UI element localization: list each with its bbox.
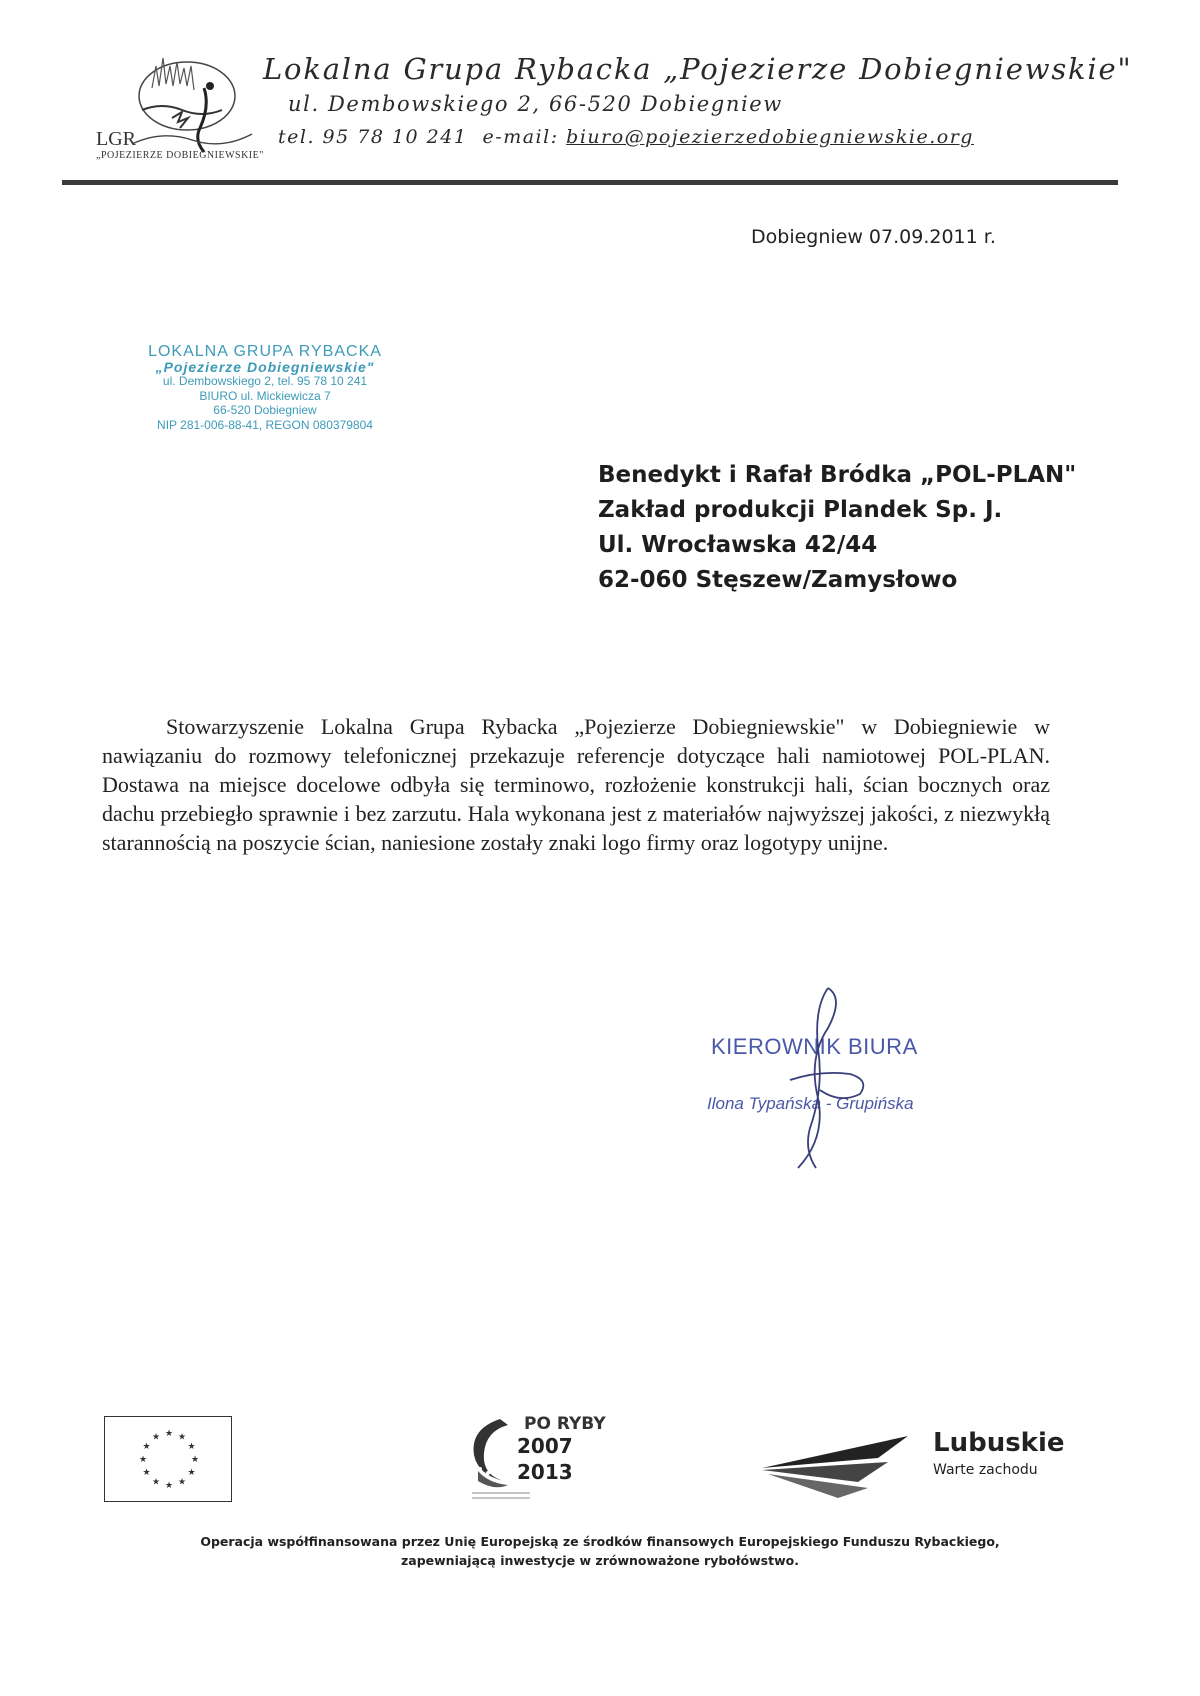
eu-flag-icon xyxy=(104,1416,232,1502)
org-name: Lokalna Grupa Rybacka „Pojezierze Dobiegniewskie" xyxy=(263,52,1133,86)
recipient-line: Zakład produkcji Plandek Sp. J. xyxy=(598,497,1003,523)
eu-star-icon: ★ xyxy=(142,1442,151,1452)
footer-note xyxy=(100,1532,1100,1570)
poryby-year-end: 2013 xyxy=(517,1460,573,1484)
recipient-line: Ul. Wrocławska 42/44 xyxy=(598,532,878,558)
header-divider xyxy=(62,180,1118,185)
stamp-line: LOKALNA GRUPA RYBACKA xyxy=(148,343,382,360)
stamp-line: ul. Dembowskiego 2, tel. 95 78 10 241 xyxy=(162,374,368,388)
letter-body xyxy=(102,712,1050,857)
eu-star-icon: ★ xyxy=(165,1429,174,1439)
recipient-line: Benedykt i Rafał Bródka „POL-PLAN" xyxy=(598,462,1077,488)
logo-text: LGR xyxy=(96,128,136,150)
handwritten-signature-icon xyxy=(770,980,880,1180)
lubuskie-name: Lubuskie xyxy=(933,1428,1065,1458)
poryby-label: PO RYBY xyxy=(524,1414,606,1434)
stamp-line: 66-520 Dobiegniew xyxy=(213,403,317,417)
recipient-line: 62-060 Stęszew/Zamysłowo xyxy=(598,567,958,593)
footer-note-line: Operacja współfinansowana przez Unię Europejską ze środków finansowych Europejskiego Funduszu Rybackiego, xyxy=(200,1534,1000,1549)
email-label: e-mail: xyxy=(482,126,559,148)
eu-star-icon: ★ xyxy=(165,1481,174,1491)
eu-star-icon: ★ xyxy=(152,1477,161,1488)
signature-name: Ilona Typańska - Grupińska xyxy=(707,1094,914,1113)
org-address: ul. Dembowskiego 2, 66-520 Dobiegniew xyxy=(288,92,783,116)
stamp-line: BIURO ul. Mickiewicza 7 xyxy=(199,388,331,403)
organisation-stamp xyxy=(130,345,400,432)
email-link[interactable]: biuro@pojezierzedobiegniewskie.org xyxy=(566,126,974,148)
org-phone: tel. 95 78 10 241 xyxy=(278,126,468,148)
eu-star-icon: ★ xyxy=(178,1432,187,1443)
eu-star-icon: ★ xyxy=(139,1455,148,1465)
recipient-address xyxy=(598,458,1076,598)
body-paragraph: Stowarzyszenie Lokalna Grupa Rybacka „Pojezierze Dobiegniewskie" w Dobiegniewie w nawiązaniu do rozmowy telefonicznej przekazuje referencje dotyczące hali namiotowej POL-PLAN. Dostawa na miejsce docelowe odbyła się terminowo, rozłożenie konstrukcji hali, ścian bocznych oraz dachu przebiegło sprawnie i bez zarzutu. Hala wykonana jest z materiałów najwyższej jakości, z niezwykłą starannością na poszycie ścian, naniesione zostały znaki logo firmy oraz logotypy unijne. xyxy=(102,714,1050,855)
letter-date: Dobiegniew 07.09.2011 r. xyxy=(751,226,996,248)
stamp-line: „Pojezierze Dobiegniewskie" xyxy=(155,358,375,375)
eu-star-icon: ★ xyxy=(191,1455,200,1465)
lubuskie-tagline: Warte zachodu xyxy=(933,1462,1038,1478)
poryby-year-start: 2007 xyxy=(517,1434,573,1458)
eu-star-icon: ★ xyxy=(152,1432,161,1443)
eu-star-icon: ★ xyxy=(187,1468,196,1478)
eu-star-icon: ★ xyxy=(187,1442,196,1452)
stamp-line: NIP 281-006-88-41, REGON 080379804 xyxy=(157,417,373,432)
eu-star-icon: ★ xyxy=(178,1477,187,1488)
lubuskie-logo-icon xyxy=(758,1428,938,1500)
org-contact xyxy=(278,126,974,148)
signature-title: KIEROWNIK BIURA xyxy=(711,1034,918,1059)
eu-star-icon: ★ xyxy=(142,1468,151,1478)
logo-subtext: „POJEZIERZE DOBIEGNIEWSKIE" xyxy=(96,150,264,161)
footer-note-line: zapewniającą inwestycje w zrównoważone rybołówstwo. xyxy=(401,1553,799,1568)
